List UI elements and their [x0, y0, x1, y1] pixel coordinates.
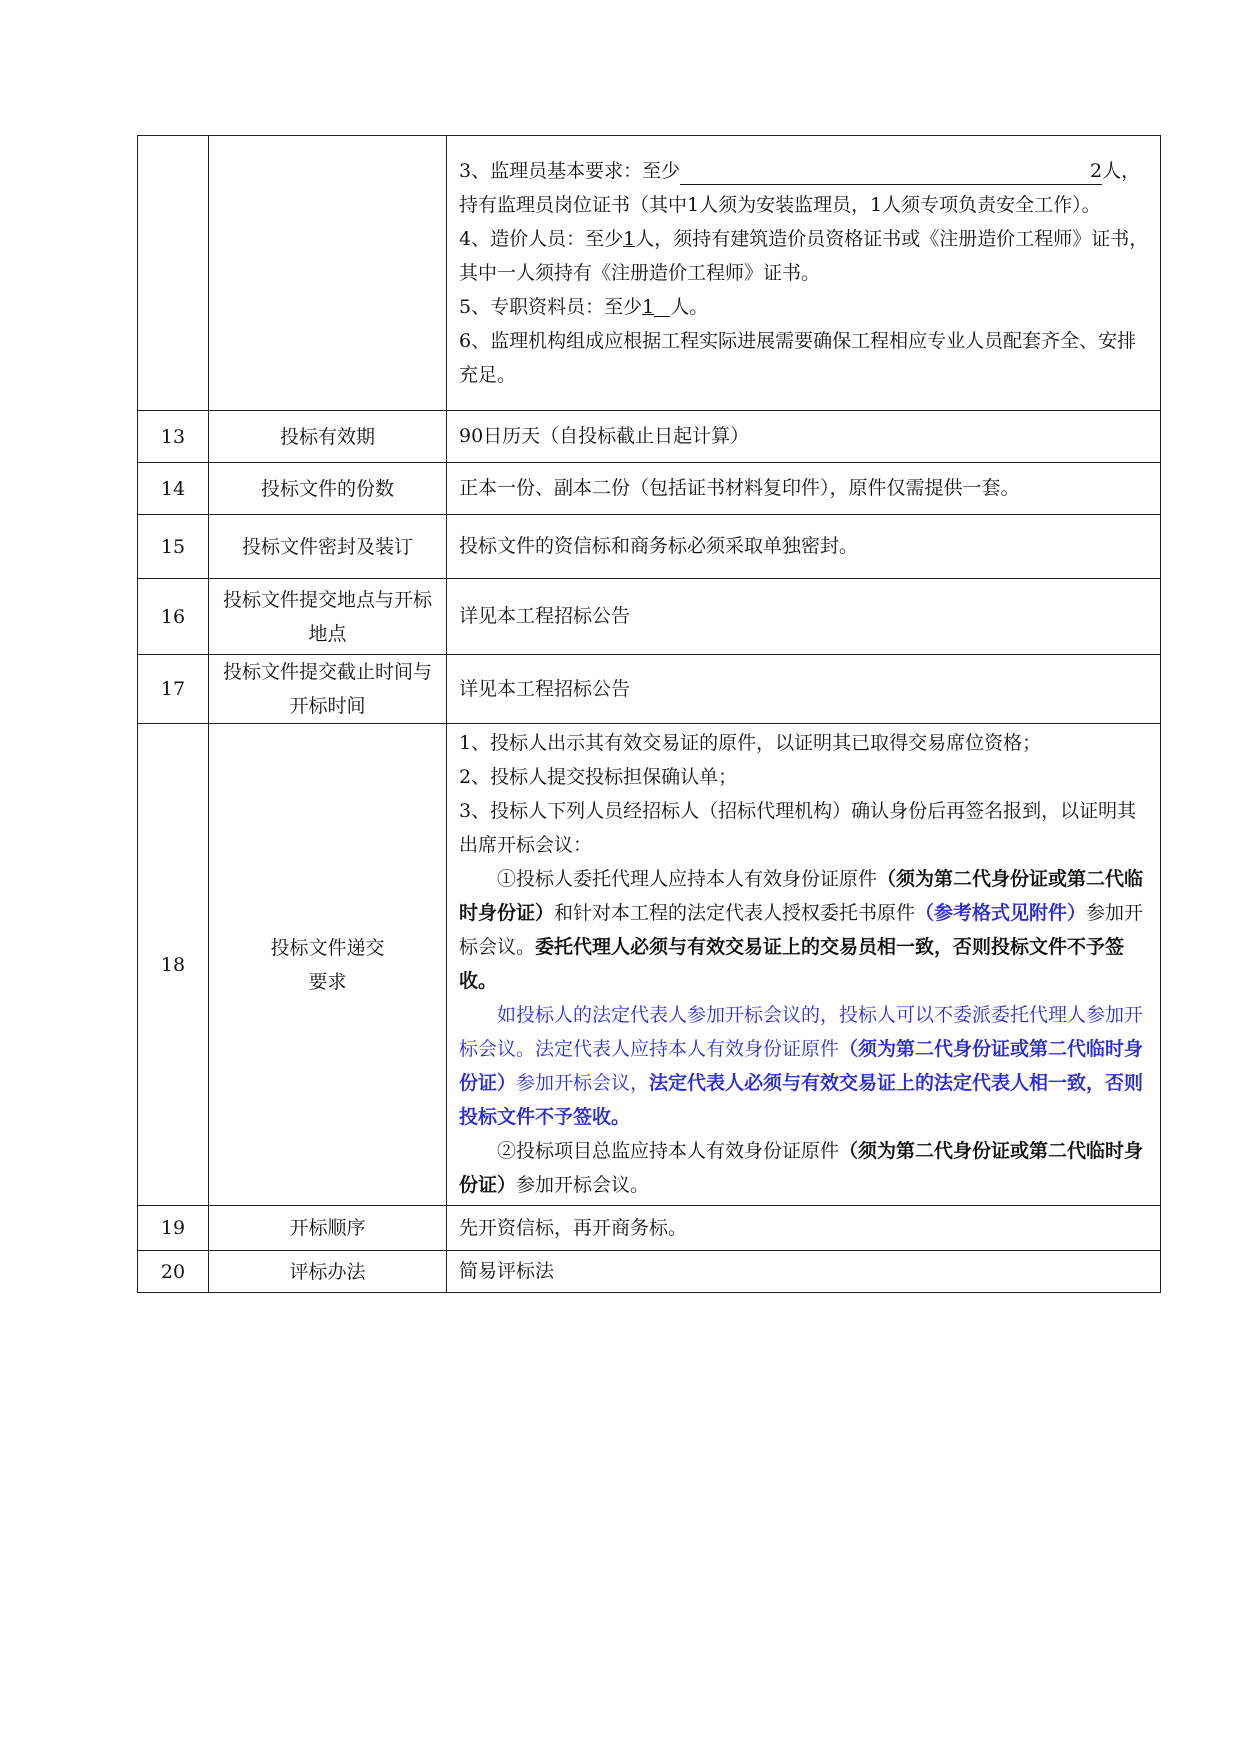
row-item-cell: 评标办法 — [209, 1251, 447, 1293]
paragraph — [459, 290, 1150, 324]
text-run: 人。 — [670, 295, 709, 318]
table-row — [138, 411, 1161, 463]
row-item-cell: 开标顺序 — [209, 1206, 447, 1251]
underline-space — [654, 294, 670, 317]
table-row — [138, 1206, 1161, 1251]
paragraph — [459, 1134, 1150, 1202]
row-number-cell: 17 — [138, 655, 209, 724]
table-row — [138, 515, 1161, 579]
paragraph: 2、投标人提交投标担保确认单； — [459, 766, 738, 788]
row-item-cell: 投标文件密封及装订 — [209, 515, 447, 579]
bold-blue-text-run: （须为第二代身份证或第二代临时身份证） — [459, 1038, 1144, 1094]
blue-text-run: 参加开标会议， — [516, 1072, 650, 1094]
paragraph — [459, 998, 1150, 1134]
row-number-cell: 18 — [138, 724, 209, 1206]
paragraph: 6、监理机构组成应根据工程实际进展需要确保工程相应专业人员配套齐全、安排充足。 — [459, 329, 1137, 386]
row-item-cell — [209, 136, 447, 411]
item-line: 要求 — [308, 970, 347, 993]
row-item-cell: 投标文件提交地点与开标地点 — [209, 579, 447, 655]
row-content-cell — [447, 136, 1161, 411]
text-run: 和针对本工程的法定代表人授权委托书原件 — [554, 902, 916, 924]
bold-text-run: （须为第二代身份证或第二代临时身份证） — [459, 868, 1144, 924]
requirements-table — [137, 135, 1161, 1293]
bold-text-run: （须为第二代身份证或第二代临时身份证） — [459, 1140, 1144, 1196]
row-number-cell: 16 — [138, 579, 209, 655]
underlined-value: 1 — [642, 295, 655, 318]
paragraph — [459, 154, 1150, 222]
row-content-cell: 投标文件的资信标和商务标必须采取单独密封。 — [447, 515, 1161, 579]
row-item-cell: 投标有效期 — [209, 411, 447, 463]
table-row — [138, 655, 1161, 724]
row-number-cell: 13 — [138, 411, 209, 463]
bold-text-run: 委托代理人必须与有效交易证上的交易员相一致，否则投标文件不予签收。 — [459, 936, 1125, 992]
row-item-cell — [209, 724, 447, 1206]
table-row — [138, 463, 1161, 515]
row-number-cell — [138, 136, 209, 411]
row-number-cell: 20 — [138, 1251, 209, 1293]
text-run: 人，持有监理员岗位证书（其中1人须为安装监理员，1人须专项负责安全工作）。 — [459, 159, 1141, 216]
item-line: 投标文件递交 — [270, 936, 385, 959]
row-number-cell: 14 — [138, 463, 209, 515]
text-run: 4、造价人员：至少 — [459, 227, 624, 250]
paragraph — [459, 222, 1150, 290]
row-number-cell: 19 — [138, 1206, 209, 1251]
row-content-cell: 详见本工程招标公告 — [447, 579, 1161, 655]
row-content-cell: 90日历天（自投标截止日起计算） — [447, 411, 1161, 463]
row-content-cell: 简易评标法 — [447, 1251, 1161, 1293]
table-row — [138, 724, 1161, 1206]
underlined-value: 1 — [623, 227, 636, 250]
text-run: 5、专职资料员：至少 — [459, 295, 643, 318]
table-row — [138, 136, 1161, 411]
paragraph — [459, 862, 1150, 998]
row-content-cell — [447, 724, 1161, 1206]
text-run: 人，须持有建筑造价员资格证书或《注册造价工程师》证书，其中一人须持有《注册造价工程师》证书。 — [459, 227, 1149, 284]
row-content-cell: 正本一份、副本二份（包括证书材料复印件），原件仅需提供一套。 — [447, 463, 1161, 515]
paragraph: 1、投标人出示其有效交易证的原件，以证明其已取得交易席位资格； — [459, 732, 1042, 754]
row-content-cell: 详见本工程招标公告 — [447, 655, 1161, 724]
text-run: 参加开标会议。 — [459, 902, 1144, 958]
table-row — [138, 1251, 1161, 1293]
paragraph: 3、投标人下列人员经招标人（招标代理机构）确认身份后再签名报到，以证明其出席开标会议： — [459, 800, 1137, 856]
fill-in-blank: 2 — [680, 158, 1102, 185]
bold-blue-text-run: （参考格式见附件） — [915, 902, 1087, 924]
row-item-cell: 投标文件提交截止时间与开标时间 — [209, 655, 447, 724]
text-run: 参加开标会议。 — [516, 1174, 650, 1196]
blue-text-run: 如投标人的法定代表人参加开标会议的，投标人可以不委派委托代理人参加开标会议。法定代表人应持本人有效身份证原件 — [459, 1004, 1144, 1060]
text-run: 3、监理员基本要求：至少 — [459, 159, 681, 182]
row-number-cell: 15 — [138, 515, 209, 579]
row-item-cell: 投标文件的份数 — [209, 463, 447, 515]
row-content-cell: 先开资信标，再开商务标。 — [447, 1206, 1161, 1251]
bold-blue-text-run: 法定代表人必须与有效交易证上的法定代表人相一致，否则投标文件不予签收。 — [459, 1072, 1144, 1128]
text-run: ②投标项目总监应持本人有效身份证原件 — [497, 1140, 840, 1162]
text-run: ①投标人委托代理人应持本人有效身份证原件 — [497, 868, 878, 890]
table-row — [138, 579, 1161, 655]
